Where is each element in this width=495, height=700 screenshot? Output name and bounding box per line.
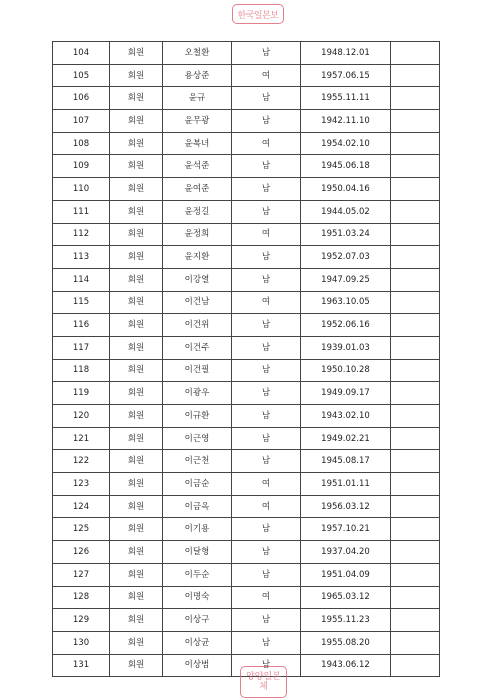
member-birthdate-cell: 1963.10.05 bbox=[301, 291, 391, 314]
row-number-cell: 108 bbox=[53, 132, 110, 155]
member-name-cell: 이기용 bbox=[163, 518, 232, 541]
table-row bbox=[53, 178, 440, 201]
member-birthdate-cell: 1949.02.21 bbox=[301, 427, 391, 450]
member-name-cell: 이규환 bbox=[163, 405, 232, 428]
member-gender-cell: 남 bbox=[232, 87, 301, 110]
table-row bbox=[53, 450, 440, 473]
empty-cell bbox=[391, 427, 440, 450]
empty-cell bbox=[391, 132, 440, 155]
member-role-cell: 회원 bbox=[110, 541, 163, 564]
member-gender-cell: 남 bbox=[232, 541, 301, 564]
table-row bbox=[53, 110, 440, 133]
member-role-cell: 회원 bbox=[110, 450, 163, 473]
row-number-cell: 109 bbox=[53, 155, 110, 178]
empty-cell bbox=[391, 110, 440, 133]
member-role-cell: 회원 bbox=[110, 200, 163, 223]
table-row bbox=[53, 382, 440, 405]
member-name-cell: 이상구 bbox=[163, 609, 232, 632]
empty-cell bbox=[391, 563, 440, 586]
table-row bbox=[53, 427, 440, 450]
empty-cell bbox=[391, 314, 440, 337]
row-number-cell: 128 bbox=[53, 586, 110, 609]
table-row bbox=[53, 586, 440, 609]
empty-cell bbox=[391, 405, 440, 428]
row-number-cell: 125 bbox=[53, 518, 110, 541]
member-name-cell: 이건남 bbox=[163, 291, 232, 314]
table-row bbox=[53, 541, 440, 564]
empty-cell bbox=[391, 268, 440, 291]
member-role-cell: 회원 bbox=[110, 64, 163, 87]
table-row bbox=[53, 314, 440, 337]
table-row bbox=[53, 200, 440, 223]
empty-cell bbox=[391, 64, 440, 87]
member-name-cell: 이상범 bbox=[163, 654, 232, 677]
empty-cell bbox=[391, 359, 440, 382]
member-role-cell: 회원 bbox=[110, 223, 163, 246]
member-birthdate-cell: 1951.01.11 bbox=[301, 473, 391, 496]
member-birthdate-cell: 1950.10.28 bbox=[301, 359, 391, 382]
row-number-cell: 119 bbox=[53, 382, 110, 405]
row-number-cell: 115 bbox=[53, 291, 110, 314]
empty-cell bbox=[391, 336, 440, 359]
member-gender-cell: 남 bbox=[232, 200, 301, 223]
row-number-cell: 113 bbox=[53, 246, 110, 269]
member-role-cell: 회원 bbox=[110, 246, 163, 269]
table-row bbox=[53, 223, 440, 246]
row-number-cell: 117 bbox=[53, 336, 110, 359]
member-birthdate-cell: 1945.08.17 bbox=[301, 450, 391, 473]
member-role-cell: 회원 bbox=[110, 110, 163, 133]
row-number-cell: 111 bbox=[53, 200, 110, 223]
member-name-cell: 이강열 bbox=[163, 268, 232, 291]
member-name-cell: 이명숙 bbox=[163, 586, 232, 609]
table-row bbox=[53, 268, 440, 291]
member-role-cell: 회원 bbox=[110, 87, 163, 110]
member-role-cell: 회원 bbox=[110, 132, 163, 155]
member-gender-cell: 남 bbox=[232, 178, 301, 201]
member-gender-cell: 남 bbox=[232, 314, 301, 337]
member-birthdate-cell: 1945.06.18 bbox=[301, 155, 391, 178]
row-number-cell: 130 bbox=[53, 631, 110, 654]
row-number-cell: 104 bbox=[53, 42, 110, 65]
empty-cell bbox=[391, 382, 440, 405]
member-gender-cell: 여 bbox=[232, 291, 301, 314]
empty-cell bbox=[391, 291, 440, 314]
member-name-cell: 이두순 bbox=[163, 563, 232, 586]
member-gender-cell: 남 bbox=[232, 427, 301, 450]
row-number-cell: 118 bbox=[53, 359, 110, 382]
member-role-cell: 회원 bbox=[110, 336, 163, 359]
member-gender-cell: 남 bbox=[232, 336, 301, 359]
table-row bbox=[53, 87, 440, 110]
row-number-cell: 121 bbox=[53, 427, 110, 450]
table-row bbox=[53, 473, 440, 496]
member-gender-cell: 남 bbox=[232, 268, 301, 291]
member-birthdate-cell: 1957.10.21 bbox=[301, 518, 391, 541]
member-birthdate-cell: 1954.02.10 bbox=[301, 132, 391, 155]
empty-cell bbox=[391, 541, 440, 564]
table-row bbox=[53, 42, 440, 65]
member-birthdate-cell: 1955.08.20 bbox=[301, 631, 391, 654]
empty-cell bbox=[391, 155, 440, 178]
member-name-cell: 이상균 bbox=[163, 631, 232, 654]
empty-cell bbox=[391, 87, 440, 110]
member-role-cell: 회원 bbox=[110, 427, 163, 450]
member-name-cell: 오철환 bbox=[163, 42, 232, 65]
member-birthdate-cell: 1944.05.02 bbox=[301, 200, 391, 223]
row-number-cell: 124 bbox=[53, 495, 110, 518]
member-role-cell: 회원 bbox=[110, 155, 163, 178]
table-row bbox=[53, 518, 440, 541]
member-role-cell: 회원 bbox=[110, 609, 163, 632]
member-birthdate-cell: 1956.03.12 bbox=[301, 495, 391, 518]
member-name-cell: 이광우 bbox=[163, 382, 232, 405]
member-role-cell: 회원 bbox=[110, 495, 163, 518]
empty-cell bbox=[391, 631, 440, 654]
row-number-cell: 112 bbox=[53, 223, 110, 246]
member-name-cell: 이근영 bbox=[163, 427, 232, 450]
member-name-cell: 이달형 bbox=[163, 541, 232, 564]
member-role-cell: 회원 bbox=[110, 631, 163, 654]
member-gender-cell: 남 bbox=[232, 563, 301, 586]
table-row bbox=[53, 246, 440, 269]
member-birthdate-cell: 1939.01.03 bbox=[301, 336, 391, 359]
row-number-cell: 122 bbox=[53, 450, 110, 473]
member-birthdate-cell: 1955.11.23 bbox=[301, 609, 391, 632]
member-role-cell: 회원 bbox=[110, 359, 163, 382]
member-role-cell: 회원 bbox=[110, 586, 163, 609]
member-birthdate-cell: 1951.04.09 bbox=[301, 563, 391, 586]
member-birthdate-cell: 1942.11.10 bbox=[301, 110, 391, 133]
table-row bbox=[53, 495, 440, 518]
seal-stamp-top: 한국일본보 bbox=[232, 4, 284, 24]
member-gender-cell: 남 bbox=[232, 405, 301, 428]
member-gender-cell: 남 bbox=[232, 654, 301, 677]
member-gender-cell: 남 bbox=[232, 450, 301, 473]
member-role-cell: 회원 bbox=[110, 382, 163, 405]
member-birthdate-cell: 1955.11.11 bbox=[301, 87, 391, 110]
member-gender-cell: 남 bbox=[232, 382, 301, 405]
table-row bbox=[53, 631, 440, 654]
member-name-cell: 윤복녀 bbox=[163, 132, 232, 155]
table-row bbox=[53, 563, 440, 586]
member-table-body bbox=[53, 42, 440, 677]
row-number-cell: 131 bbox=[53, 654, 110, 677]
member-gender-cell: 남 bbox=[232, 155, 301, 178]
empty-cell bbox=[391, 450, 440, 473]
row-number-cell: 110 bbox=[53, 178, 110, 201]
row-number-cell: 114 bbox=[53, 268, 110, 291]
member-role-cell: 회원 bbox=[110, 42, 163, 65]
member-name-cell: 윤무광 bbox=[163, 110, 232, 133]
member-gender-cell: 남 bbox=[232, 110, 301, 133]
row-number-cell: 116 bbox=[53, 314, 110, 337]
member-role-cell: 회원 bbox=[110, 518, 163, 541]
row-number-cell: 106 bbox=[53, 87, 110, 110]
member-role-cell: 회원 bbox=[110, 654, 163, 677]
member-birthdate-cell: 1952.06.16 bbox=[301, 314, 391, 337]
member-name-cell: 윤정희 bbox=[163, 223, 232, 246]
row-number-cell: 123 bbox=[53, 473, 110, 496]
member-name-cell: 이건주 bbox=[163, 336, 232, 359]
empty-cell bbox=[391, 178, 440, 201]
member-role-cell: 회원 bbox=[110, 405, 163, 428]
empty-cell bbox=[391, 518, 440, 541]
member-name-cell: 윤규 bbox=[163, 87, 232, 110]
member-gender-cell: 남 bbox=[232, 246, 301, 269]
row-number-cell: 105 bbox=[53, 64, 110, 87]
member-gender-cell: 여 bbox=[232, 586, 301, 609]
member-birthdate-cell: 1949.09.17 bbox=[301, 382, 391, 405]
member-gender-cell: 여 bbox=[232, 473, 301, 496]
member-name-cell: 이건위 bbox=[163, 314, 232, 337]
member-birthdate-cell: 1951.03.24 bbox=[301, 223, 391, 246]
member-gender-cell: 남 bbox=[232, 359, 301, 382]
member-gender-cell: 남 bbox=[232, 609, 301, 632]
member-name-cell: 이금옥 bbox=[163, 495, 232, 518]
member-name-cell: 이금순 bbox=[163, 473, 232, 496]
empty-cell bbox=[391, 495, 440, 518]
table-row bbox=[53, 132, 440, 155]
member-role-cell: 회원 bbox=[110, 314, 163, 337]
empty-cell bbox=[391, 473, 440, 496]
row-number-cell: 127 bbox=[53, 563, 110, 586]
empty-cell bbox=[391, 609, 440, 632]
member-gender-cell: 남 bbox=[232, 42, 301, 65]
member-birthdate-cell: 1950.04.16 bbox=[301, 178, 391, 201]
table-row bbox=[53, 336, 440, 359]
member-gender-cell: 여 bbox=[232, 223, 301, 246]
member-name-cell: 윤정길 bbox=[163, 200, 232, 223]
member-role-cell: 회원 bbox=[110, 563, 163, 586]
empty-cell bbox=[391, 223, 440, 246]
member-role-cell: 회원 bbox=[110, 291, 163, 314]
member-birthdate-cell: 1957.06.15 bbox=[301, 64, 391, 87]
row-number-cell: 107 bbox=[53, 110, 110, 133]
table-row bbox=[53, 291, 440, 314]
member-birthdate-cell: 1947.09.25 bbox=[301, 268, 391, 291]
member-gender-cell: 남 bbox=[232, 631, 301, 654]
member-name-cell: 윤지환 bbox=[163, 246, 232, 269]
member-birthdate-cell: 1937.04.20 bbox=[301, 541, 391, 564]
member-role-cell: 회원 bbox=[110, 473, 163, 496]
row-number-cell: 120 bbox=[53, 405, 110, 428]
member-name-cell: 용상준 bbox=[163, 64, 232, 87]
member-role-cell: 회원 bbox=[110, 268, 163, 291]
member-name-cell: 이건필 bbox=[163, 359, 232, 382]
member-birthdate-cell: 1952.07.03 bbox=[301, 246, 391, 269]
empty-cell bbox=[391, 586, 440, 609]
member-birthdate-cell: 1943.02.10 bbox=[301, 405, 391, 428]
member-name-cell: 윤여준 bbox=[163, 178, 232, 201]
member-birthdate-cell: 1965.03.12 bbox=[301, 586, 391, 609]
table-row bbox=[53, 155, 440, 178]
table-row bbox=[53, 405, 440, 428]
table-row bbox=[53, 64, 440, 87]
empty-cell bbox=[391, 200, 440, 223]
member-gender-cell: 여 bbox=[232, 132, 301, 155]
member-role-cell: 회원 bbox=[110, 178, 163, 201]
member-gender-cell: 여 bbox=[232, 495, 301, 518]
table-row bbox=[53, 359, 440, 382]
member-gender-cell: 여 bbox=[232, 64, 301, 87]
member-name-cell: 윤석준 bbox=[163, 155, 232, 178]
member-birthdate-cell: 1948.12.01 bbox=[301, 42, 391, 65]
empty-cell bbox=[391, 654, 440, 677]
row-number-cell: 126 bbox=[53, 541, 110, 564]
row-number-cell: 129 bbox=[53, 609, 110, 632]
empty-cell bbox=[391, 42, 440, 65]
member-gender-cell: 남 bbox=[232, 518, 301, 541]
seal-stamp-bottom: 양양일본체 bbox=[240, 666, 287, 698]
table-row bbox=[53, 609, 440, 632]
member-birthdate-cell: 1943.06.12 bbox=[301, 654, 391, 677]
member-table bbox=[52, 41, 440, 677]
member-name-cell: 이근천 bbox=[163, 450, 232, 473]
empty-cell bbox=[391, 246, 440, 269]
